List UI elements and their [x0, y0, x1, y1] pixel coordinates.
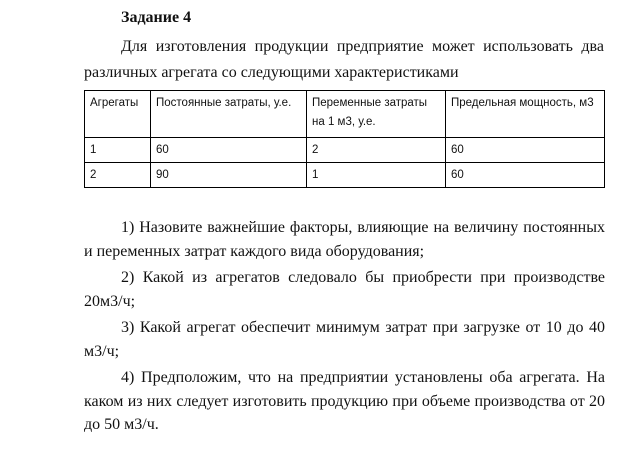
cell-max-capacity: 60 — [446, 163, 605, 188]
cell-unit: 1 — [85, 138, 151, 163]
questions-list — [84, 216, 605, 440]
header-max-capacity: Предельная мощность, м3 — [446, 91, 605, 138]
table-row — [85, 163, 605, 188]
cell-fixed-costs: 90 — [151, 163, 307, 188]
table-header-row — [85, 91, 605, 138]
header-fixed-costs: Постоянные затраты, у.е. — [151, 91, 307, 138]
question-item: 3) Какой агрегат обеспечит минимум затрат при загрузке от 10 до 40 м3/ч; — [84, 319, 605, 360]
question-item: 4) Предположим, что на предприятии установлены оба агрегата. На каком из них следует изготовить продукцию при объеме производства от 20 до 50 м3/ч. — [84, 369, 605, 433]
cell-variable-costs: 1 — [307, 163, 446, 188]
cell-max-capacity: 60 — [446, 138, 605, 163]
header-variable-costs: Переменные затраты на 1 м3, у.е. — [307, 91, 446, 138]
cell-unit: 2 — [85, 163, 151, 188]
header-units: Агрегаты — [85, 91, 151, 138]
question-item: 2) Какой из агрегатов следовало бы приобрести при производстве 20м3/ч; — [84, 269, 605, 310]
task-intro: Для изготовления продукции предприятие может использовать два различных агрегата со следующими характеристиками — [84, 38, 604, 81]
units-table — [84, 90, 605, 188]
cell-variable-costs: 2 — [307, 138, 446, 163]
task-title: Задание 4 — [121, 9, 192, 26]
question-item: 1) Назовите важнейшие факторы, влияющие на величину постоянных и переменных затрат каждого вида оборудования; — [84, 219, 605, 260]
table-row — [85, 138, 605, 163]
cell-fixed-costs: 60 — [151, 138, 307, 163]
